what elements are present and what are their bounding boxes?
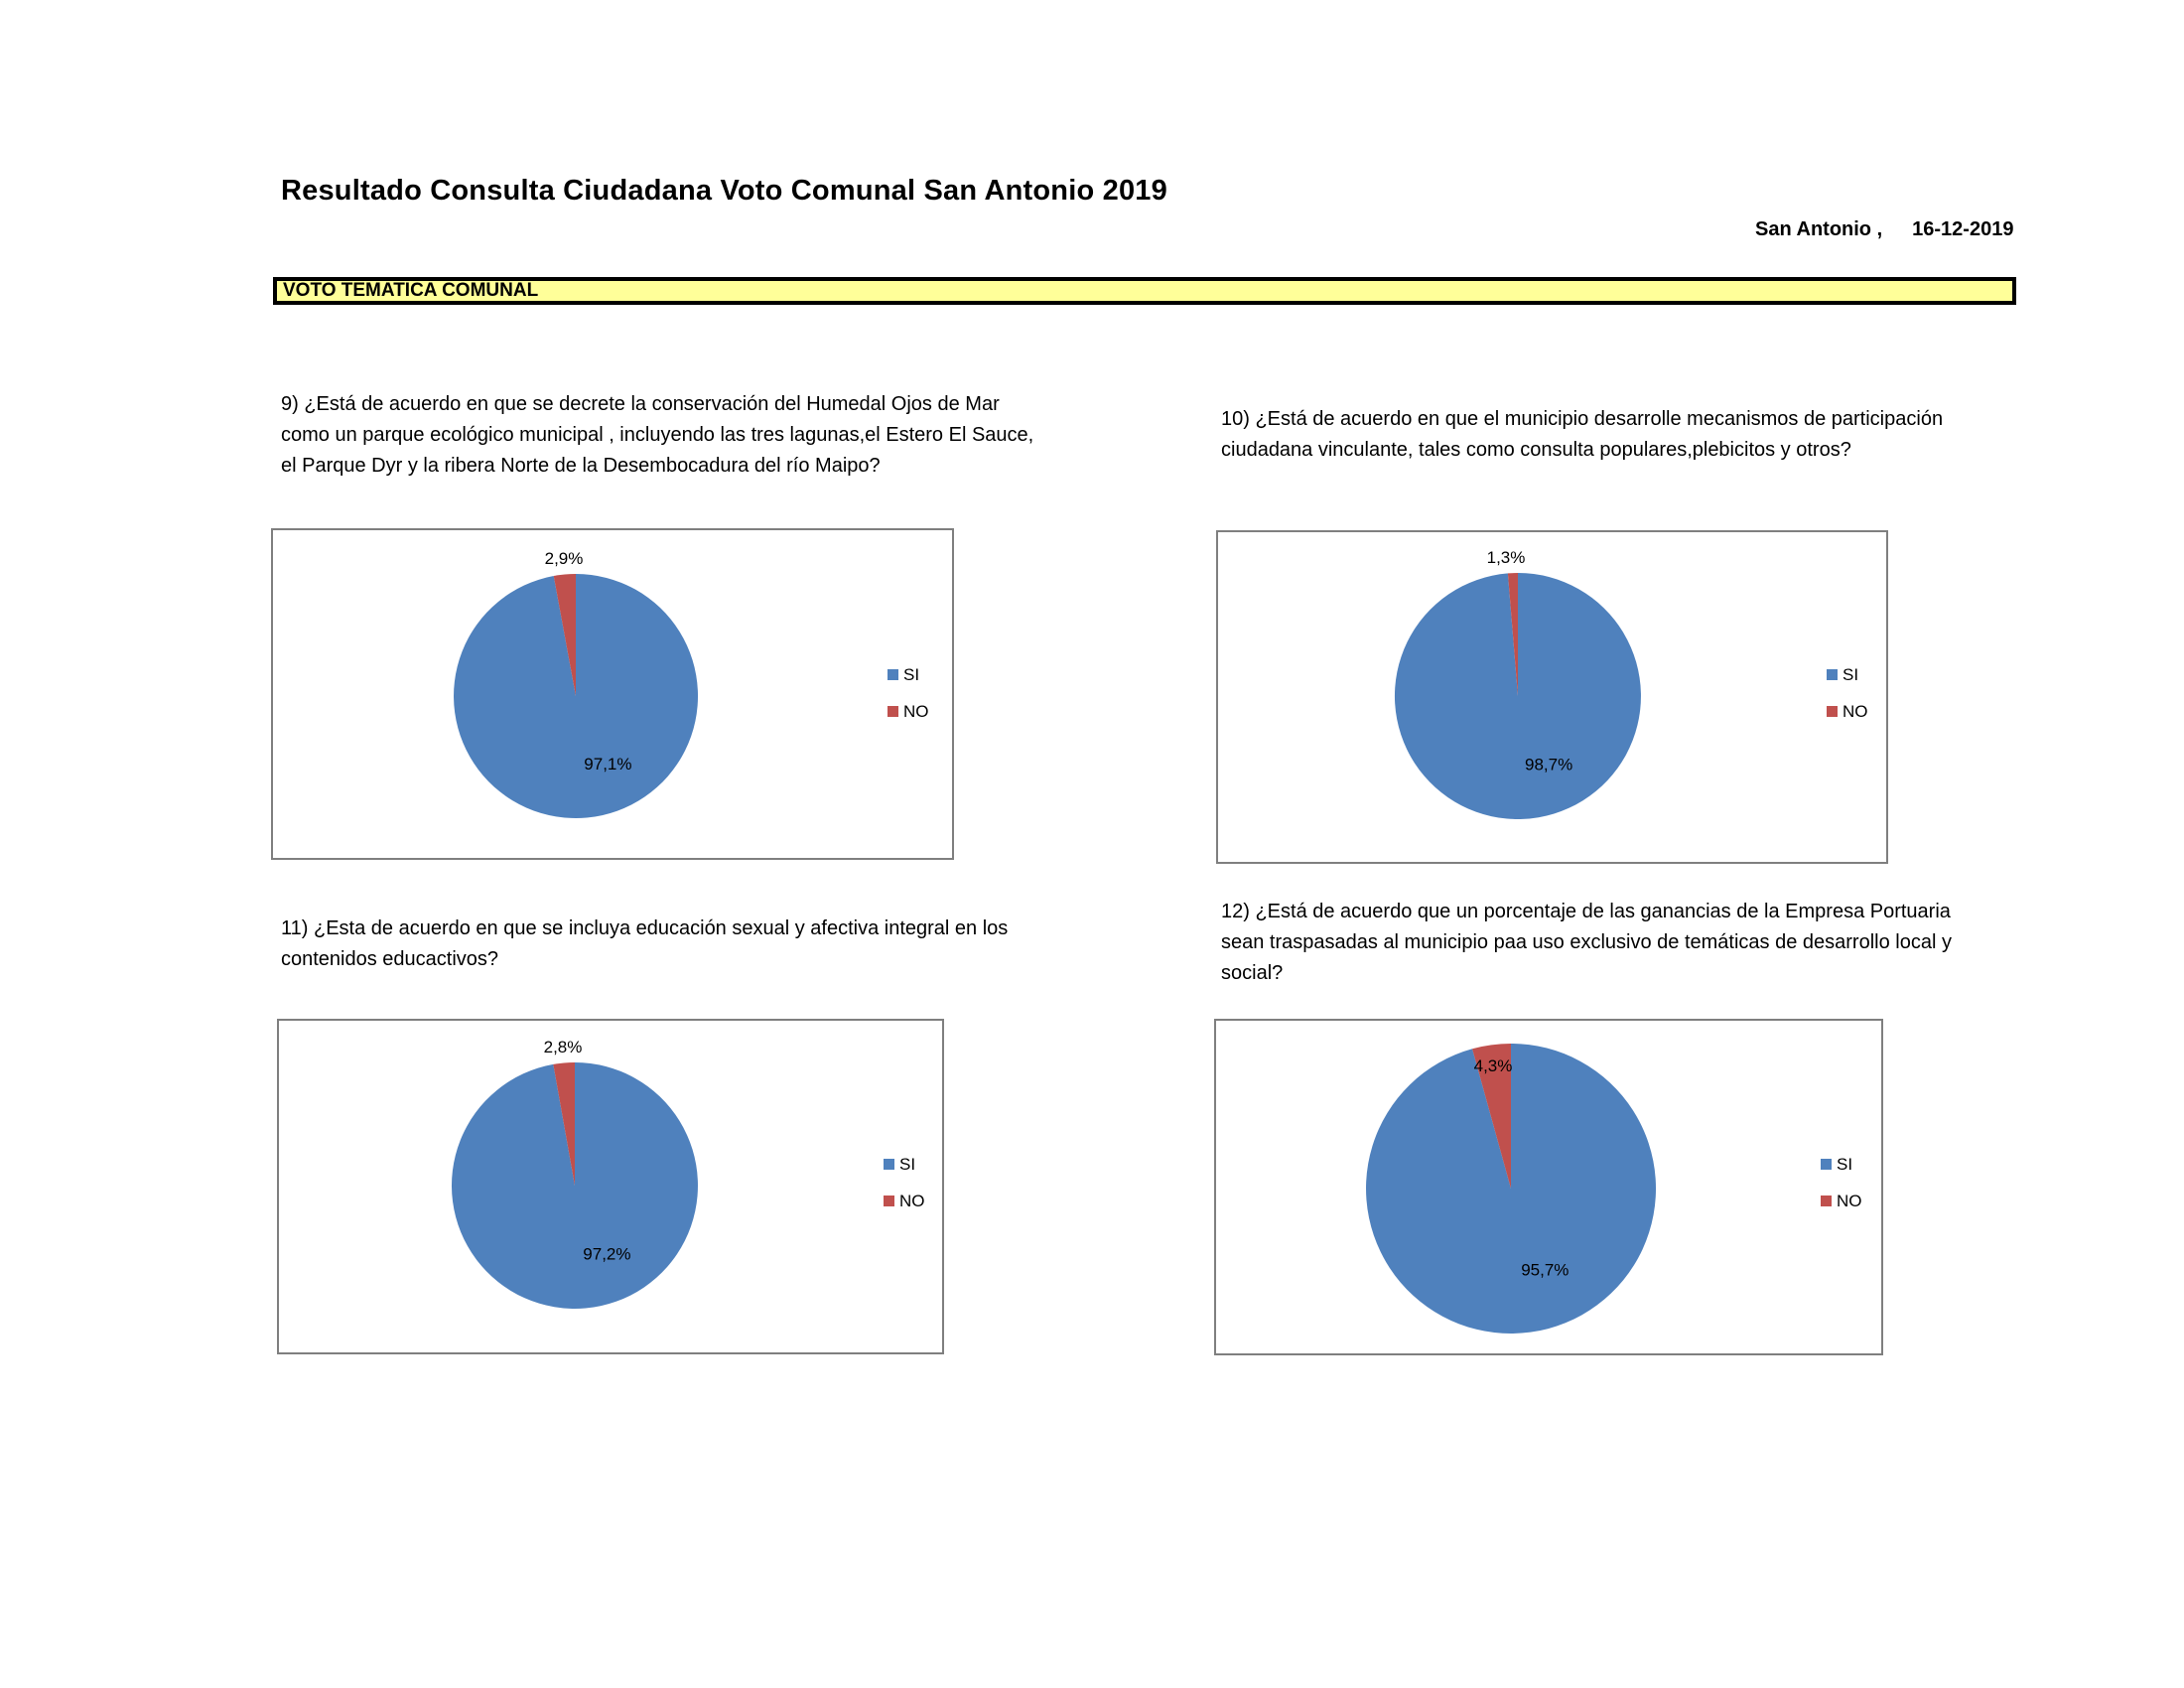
legend-swatch-si <box>1821 1159 1832 1170</box>
page-title: Resultado Consulta Ciudadana Voto Comunal San Antonio 2019 <box>281 175 1167 207</box>
question-line: como un parque ecológico municipal , incluyendo las tres lagunas,el Estero El Sauce, <box>281 424 1034 446</box>
pie-chart-q11 <box>277 1019 944 1354</box>
question-11 <box>281 914 1008 975</box>
pie-svg <box>273 530 952 858</box>
pie-svg <box>1216 1021 1881 1353</box>
question-line: 12) ¿Está de acuerdo que un porcentaje de las ganancias de la Empresa Portuaria <box>1221 901 1951 922</box>
section-header: VOTO TEMATICA COMUNAL <box>273 277 2016 305</box>
date-text: 16-12-2019 <box>1912 218 2014 240</box>
legend-swatch-si <box>1827 669 1838 680</box>
question-line: el Parque Dyr y la ribera Norte de la Desembocadura del río Maipo? <box>281 455 881 477</box>
question-line: ciudadana vinculante, tales como consulta populares,plebicitos y otros? <box>1221 439 1851 461</box>
legend-swatch-no <box>884 1196 894 1206</box>
legend-swatch-si <box>884 1159 894 1170</box>
legend-label-no: NO <box>903 702 929 721</box>
pie-slice-si <box>454 574 698 818</box>
pie-slice-si <box>1366 1044 1656 1334</box>
legend-label-si: SI <box>899 1155 916 1174</box>
question-9 <box>281 389 1033 482</box>
legend-swatch-no <box>1821 1196 1832 1206</box>
question-line: 9) ¿Está de acuerdo en que se decrete la conservación del Humedal Ojos de Mar <box>281 393 1000 415</box>
legend-label-si: SI <box>903 665 920 684</box>
data-label-no: 4,3% <box>1473 1056 1513 1075</box>
place-text: San Antonio , <box>1755 218 1883 240</box>
pie-svg <box>279 1021 942 1352</box>
data-label-si: 97,2% <box>583 1244 631 1264</box>
question-line: social? <box>1221 962 1284 984</box>
data-label-no: 1,3% <box>1486 548 1526 567</box>
data-label-si: 95,7% <box>1521 1260 1570 1280</box>
question-line: sean traspasadas al municipio paa uso exclusivo de temáticas de desarrollo local y <box>1221 931 1952 953</box>
legend-label-no: NO <box>1843 702 1868 721</box>
question-line: contenidos educactivos? <box>281 948 499 970</box>
legend-swatch-no <box>887 706 898 717</box>
question-line: 11) ¿Esta de acuerdo en que se incluya educación sexual y afectiva integral en los <box>281 917 1009 939</box>
data-label-si: 98,7% <box>1524 755 1573 774</box>
pie-svg <box>1218 532 1886 862</box>
legend-swatch-no <box>1827 706 1838 717</box>
question-10 <box>1221 404 1943 466</box>
question-12 <box>1221 897 1952 989</box>
date-line <box>1755 218 2013 241</box>
legend-label-si: SI <box>1837 1155 1853 1174</box>
question-line: 10) ¿Está de acuerdo en que el municipio desarrolle mecanismos de participación <box>1221 408 1944 430</box>
pie-chart-q10 <box>1216 530 1888 864</box>
data-label-si: 97,1% <box>584 754 632 774</box>
data-label-no: 2,9% <box>544 549 584 568</box>
pie-chart-q9 <box>271 528 954 860</box>
pie-chart-q12 <box>1214 1019 1883 1355</box>
legend-swatch-si <box>887 669 898 680</box>
legend-label-no: NO <box>899 1192 925 1210</box>
legend-label-si: SI <box>1843 665 1859 684</box>
data-label-no: 2,8% <box>543 1038 583 1056</box>
legend-label-no: NO <box>1837 1192 1862 1210</box>
